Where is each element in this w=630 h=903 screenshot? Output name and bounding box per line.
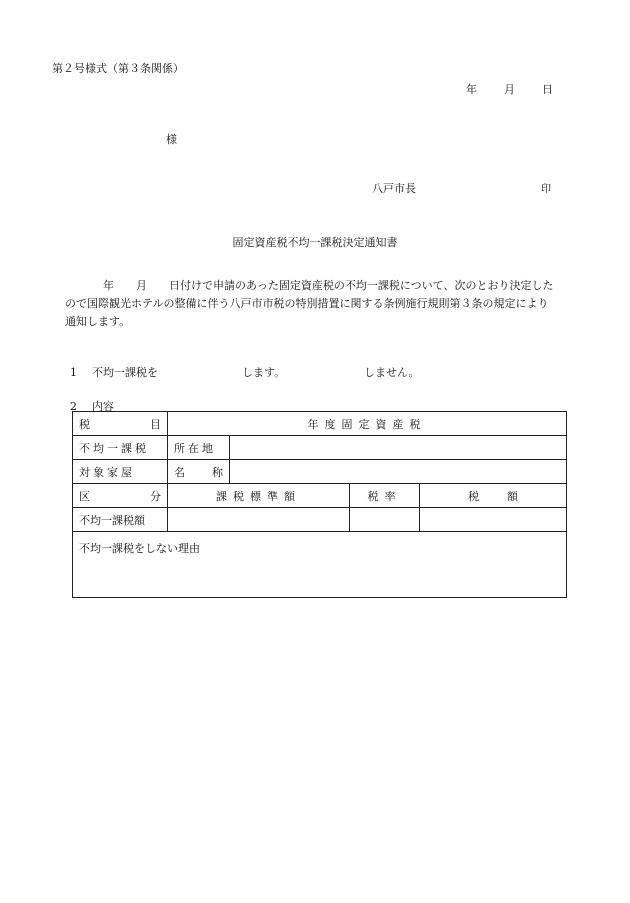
detail-table [72,411,567,598]
date-line [466,81,553,97]
row-label-uneven-tax: 不均一課税 [73,436,168,460]
reason-field[interactable] [73,532,567,598]
date-day-label: 日 [542,83,553,96]
table-row [73,508,567,532]
item-1-label: 不均一課税を [92,366,158,379]
location-label: 所在地 [168,436,230,460]
sender-name: 八戸市長 [372,182,416,195]
table-row [73,436,567,460]
reason-label: 不均一課税をしない理由 [79,542,200,555]
amount-field[interactable] [420,508,567,532]
rate-label: 税率 [350,484,420,508]
uneven-amount-label: 不均一課税額 [73,508,168,532]
document-title: 固定資産税不均一課税決定通知書 [232,236,398,249]
form-number: 第２号様式（第３条関係） [52,62,184,75]
standard-amount-field[interactable] [168,508,350,532]
name-label: 名 称 [168,460,230,484]
location-field[interactable] [230,436,567,460]
standard-amount-label: 課税標準額 [168,484,350,508]
table-row [73,484,567,508]
item-2-number: 2 [70,400,77,413]
option-do[interactable]: します。 [242,366,286,379]
item-2-label: 内容 [92,400,114,413]
date-year-label: 年 [466,83,477,96]
item-1-number: 1 [70,366,77,379]
addressee-suffix: 様 [166,133,177,146]
date-month-label: 月 [504,83,515,96]
option-not[interactable]: しません。 [364,366,420,379]
row-label-target-house: 対象家屋 [73,460,168,484]
rate-field[interactable] [350,508,420,532]
tax-item-value: 年度固定資産税 [168,412,567,436]
item-1 [70,364,420,380]
table-row [73,460,567,484]
seal-mark: 印 [541,184,551,195]
body-paragraph: 年 月 日付けで申請のあった固定資産税の不均一課税について、次のとおり決定したので国際観光ホテルの整備に伴う八戸市市税の特別措置に関する条例施行規則第３条の規定により通知します。 [65,279,554,328]
division-label: 区 分 [73,484,168,508]
table-row [73,412,567,436]
name-field[interactable] [230,460,567,484]
amount-label: 税 額 [420,484,567,508]
tax-item-label: 税 目 [73,412,168,436]
table-row [73,532,567,598]
